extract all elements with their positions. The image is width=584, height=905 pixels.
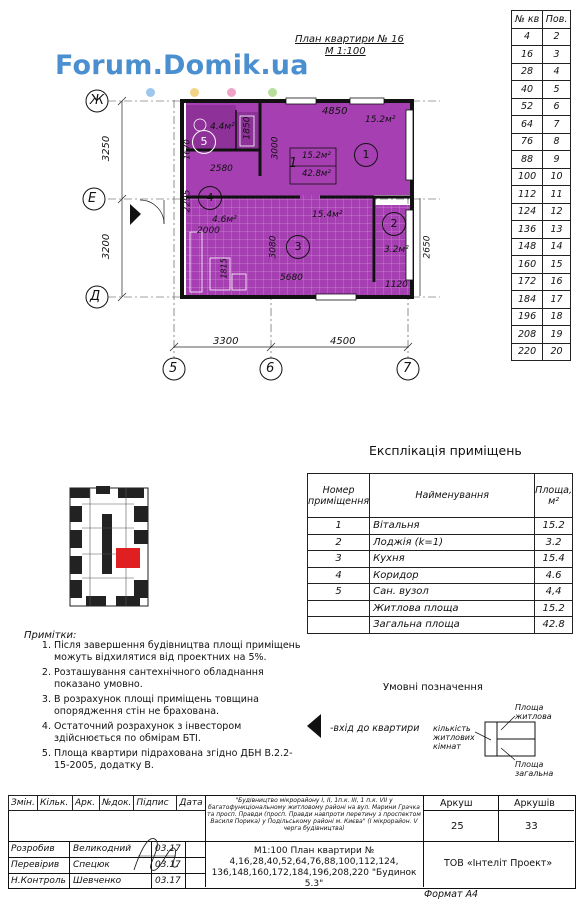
room-number-1: 1 (354, 143, 378, 167)
floor-number: 4 (543, 63, 571, 81)
flat-number: 220 (512, 343, 543, 361)
floor-number: 11 (543, 186, 571, 204)
flat-table-row (512, 326, 571, 344)
floor-number: 9 (543, 151, 571, 169)
plan-title: План квартири № 16 (295, 34, 404, 45)
legend-title: Умовні позначення (383, 682, 483, 693)
axis-label: 6 (266, 361, 275, 376)
flat-number: 16 (512, 46, 543, 64)
tb-header: Арк. (73, 796, 100, 811)
flat-number: 28 (512, 63, 543, 81)
room-name: Кухня (370, 551, 535, 568)
flat-number: 184 (512, 291, 543, 309)
floor-number: 12 (543, 203, 571, 221)
room-area-4: 4.6м² (212, 215, 237, 225)
explication-cell (308, 600, 370, 617)
person-name: Великодний (70, 842, 152, 857)
explication-cell (308, 617, 370, 634)
axis-label: Д (90, 289, 101, 304)
room-number: 2 (308, 534, 370, 551)
flat-table-row (512, 238, 571, 256)
room-name: Сан. вузол (370, 584, 535, 601)
flat-table-row (512, 116, 571, 134)
explication-title: Експлікація приміщень (369, 443, 522, 458)
flat-number: 40 (512, 81, 543, 99)
room-number-4: 4 (198, 186, 222, 210)
flat-number: 172 (512, 273, 543, 291)
flat-number: 196 (512, 308, 543, 326)
dimension: 1850 (242, 116, 253, 140)
flat-number: 76 (512, 133, 543, 151)
flat-number: 100 (512, 168, 543, 186)
axis-label: 5 (169, 361, 178, 376)
living-area-value: 15.2 (535, 600, 573, 617)
plan-scale: М 1:100 (325, 46, 366, 57)
tb-header: Підпис (134, 796, 177, 811)
tb-header: №док. (100, 796, 134, 811)
floor-number: 16 (543, 273, 571, 291)
floor-number: 3 (543, 46, 571, 64)
floor-number: 15 (543, 256, 571, 274)
watermark-logo: Forum.Domik.ua (55, 50, 309, 81)
living-area-label: Житлова площа (370, 600, 535, 617)
tb-divider (423, 841, 424, 887)
axis-label: Е (88, 191, 97, 206)
room-area: 3.2 (535, 534, 573, 551)
floor-number: 13 (543, 221, 571, 239)
flat-table-row (512, 28, 571, 46)
tb-header: Змін. (9, 796, 38, 811)
room-area-1: 15.2м² (365, 115, 396, 125)
floor-number: 5 (543, 81, 571, 99)
dimension: 3300 (213, 336, 239, 347)
dimension: 4500 (330, 336, 356, 347)
legend-entrance: -вхід до квартири (330, 723, 420, 734)
sheet-number: 25 (451, 821, 464, 832)
flat-table-row (512, 46, 571, 64)
flat-number: 208 (512, 326, 543, 344)
dimension: 1120 (385, 280, 408, 290)
dimension: 1670 (182, 139, 192, 160)
explication-row (308, 567, 573, 584)
flat-number: 112 (512, 186, 543, 204)
legend-total-area: Площа загальна (515, 760, 554, 778)
total-area-value: 42.8 (535, 617, 573, 634)
room-area: 4.6 (535, 567, 573, 584)
flat-number: 160 (512, 256, 543, 274)
legend-living-area: Площа житлова (515, 703, 552, 721)
sheet-divider (423, 810, 574, 811)
room-name: Коридор (370, 567, 535, 584)
dimension: 4850 (322, 106, 348, 117)
note-item: 5. Площа квартири підрахована згідно ДБН В.2.2-15-2005, додатку В. (54, 748, 304, 772)
axis-label: 7 (403, 361, 412, 376)
flat-table-row (512, 256, 571, 274)
stamp-rooms: 1 (289, 156, 298, 171)
total-area-label: Загальна площа (370, 617, 535, 634)
sign-date: 03.17 (152, 874, 186, 889)
door-arc (140, 200, 164, 224)
sheet-label: Аркуш (440, 798, 473, 809)
role-label: Н.Контроль (8, 874, 70, 889)
flat-table-row (512, 63, 571, 81)
room-number-2: 2 (382, 212, 406, 236)
note-item: 1. Після завершення будівництва площі приміщень можуть відхилятися від проектних на 5%. (54, 640, 304, 664)
room-area: 15.2 (535, 518, 573, 535)
flat-table-row (512, 133, 571, 151)
highlighted-apartment (116, 548, 140, 568)
building-key-plan (66, 484, 152, 610)
flat-number: 148 (512, 238, 543, 256)
room-number-5: 5 (192, 130, 216, 154)
dimension: 2295 (182, 189, 193, 213)
room-area-5: 4.4м² (210, 122, 235, 132)
explication-header: Найменування (370, 474, 535, 518)
flat-number: 4 (512, 28, 543, 46)
sign-date: 03.17 (152, 842, 186, 857)
legend-rooms-count: кількість житлових кімнат (433, 724, 475, 751)
entrance-marker (130, 204, 141, 225)
flat-table-header: № кв (512, 11, 543, 29)
sheets-count: 33 (525, 821, 538, 832)
floor-plan (0, 0, 512, 390)
explication-row (308, 518, 573, 535)
room-number: 4 (308, 567, 370, 584)
dimension: 2650 (422, 235, 433, 259)
explication-header: Площа, м² (535, 474, 573, 518)
room-area: 15.4 (535, 551, 573, 568)
flat-table-row (512, 168, 571, 186)
room-number: 1 (308, 518, 370, 535)
flat-table-row (512, 273, 571, 291)
floor-number: 17 (543, 291, 571, 309)
person-name: Спецюк (70, 858, 152, 873)
explication-row (308, 551, 573, 568)
flat-table-row (512, 343, 571, 361)
explication-table (307, 473, 573, 634)
dimension: 3200 (101, 233, 113, 260)
room-number-3: 3 (286, 235, 310, 259)
dimension: 2000 (197, 226, 220, 236)
flat-number: 52 (512, 98, 543, 116)
flat-table-row (512, 308, 571, 326)
dimension: 2580 (210, 164, 233, 174)
explication-row (308, 534, 573, 551)
floor-number: 7 (543, 116, 571, 134)
room-number: 5 (308, 584, 370, 601)
explication-row (308, 584, 573, 601)
project-description: "Будівництво мікрорайону І, ІІ, 1п.к. ІІІ, 1 п.к. VІІ у багатофункціональному житловому районі на вул. Марини Грачка та просп. Правди (просп. Правди навпроти перетину з проспектом Василя Порика) у Подільському районі м. Києва" (І мікрорайон. V черга будівництва) (207, 797, 421, 832)
role-label: Перевірив (8, 858, 70, 873)
room-area-3: 15.4м² (312, 210, 343, 220)
floor-number: 10 (543, 168, 571, 186)
notes-title: Примітки: (24, 630, 77, 641)
tb-header: Кільк. (38, 796, 73, 811)
floor-number: 8 (543, 133, 571, 151)
note-item: 2. Розташування сантехнічного обладнання показано умовно. (54, 667, 304, 691)
entrance-legend-icon (303, 712, 323, 740)
flat-table-row (512, 186, 571, 204)
dimension: 3250 (101, 135, 113, 162)
floor-number: 14 (543, 238, 571, 256)
room-area-2: 3.2м² (384, 245, 409, 255)
document-title: М1:100 План квартири № 4,16,28,40,52,64,76,88,100,112,124, 136,148,160,172,184,196,208,220 "Будинок 5.3" (211, 846, 417, 889)
flat-number: 88 (512, 151, 543, 169)
note-item: 4. Остаточний розрахунок з інвестором здійснюється по обмірам БТІ. (54, 721, 304, 745)
sign-date: 03.17 (152, 858, 186, 873)
floor-number: 20 (543, 343, 571, 361)
note-item: 3. В розрахунок площі приміщень товщина опорядження стін не брахована. (54, 694, 304, 718)
flat-table-header: Пов. (543, 11, 571, 29)
flat-number: 136 (512, 221, 543, 239)
room-number: 3 (308, 551, 370, 568)
paper-format: Формат А4 (424, 889, 479, 900)
dimension: 3000 (270, 136, 281, 160)
floor-number: 2 (543, 28, 571, 46)
dimension: 5680 (280, 273, 303, 283)
tb-divider (205, 795, 206, 887)
dimension: 1815 (219, 258, 229, 279)
explication-header: Номер приміщення (308, 474, 370, 518)
stamp-total: 42.8м² (302, 169, 331, 179)
room-name: Вітальня (370, 518, 535, 535)
person-name: Шевченко (70, 874, 152, 889)
floor-number: 18 (543, 308, 571, 326)
signature-scribble (128, 826, 184, 882)
axis-label: Ж (90, 93, 105, 108)
flat-number: 124 (512, 203, 543, 221)
title-block-header (8, 795, 206, 811)
stamp-living: 15.2м² (302, 151, 331, 161)
role-label: Розробив (8, 842, 70, 857)
flat-table-row (512, 203, 571, 221)
flat-table-row (512, 221, 571, 239)
flat-table-row (512, 98, 571, 116)
flat-number: 64 (512, 116, 543, 134)
flat-table-row (512, 151, 571, 169)
floor-number: 6 (543, 98, 571, 116)
flat-floor-table (511, 10, 571, 361)
dimension: 3080 (268, 235, 279, 259)
room-name: Лоджія (k=1) (370, 534, 535, 551)
company-name: ТОВ «Інтеліт Проект» (444, 858, 553, 869)
notes-list (12, 640, 304, 775)
tb-header: Дата (177, 796, 205, 811)
flat-table-row (512, 291, 571, 309)
flat-table-row (512, 81, 571, 99)
room-area: 4,4 (535, 584, 573, 601)
sheets-label: Аркушів (514, 798, 555, 809)
floor-number: 19 (543, 326, 571, 344)
sheet-divider (498, 795, 499, 841)
